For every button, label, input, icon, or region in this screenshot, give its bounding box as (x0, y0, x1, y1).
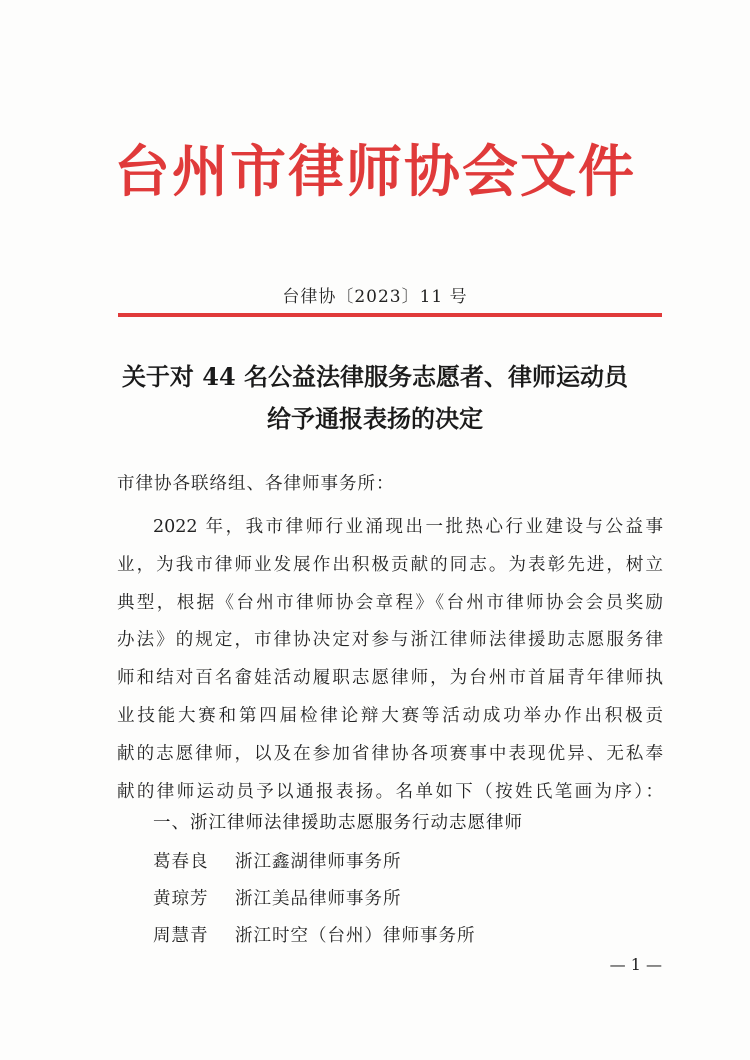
list-item (153, 844, 476, 881)
body-line: 献的律师运动员予以通报表扬。名单如下（按姓氏笔画为序）： (117, 781, 663, 802)
body-line: 典型，根据《台州市律师协会章程》《台州市律师协会会员奖励 (117, 592, 663, 613)
law-firm: 浙江美品律师事务所 (235, 889, 402, 909)
header-red-rule (118, 313, 662, 317)
page-number: — 1 — (609, 955, 662, 974)
roster-list (153, 844, 476, 955)
document-title (60, 356, 690, 440)
lawyer-name: 葛春良 (153, 852, 209, 872)
body-line: 2022 年，我市律师行业涌现出一批热心行业建设与公益事 (153, 517, 663, 537)
document-title-line-2: 给予通报表扬的决定 (267, 404, 483, 433)
list-item (153, 881, 476, 918)
law-firm: 浙江鑫湖律师事务所 (235, 852, 402, 872)
lawyer-name: 周慧青 (153, 926, 209, 946)
document-title-line-1: 关于对 44 名公益法律服务志愿者、律师运动员 (121, 362, 629, 391)
body-line: 业技能大赛和第四届检律论辩大赛等活动成功举办作出积极贡 (117, 705, 663, 726)
issuer-header-title: 台州市律师协会文件 (114, 140, 636, 205)
law-firm: 浙江时空（台州）律师事务所 (235, 926, 476, 946)
lawyer-name: 黄琼芳 (153, 889, 209, 909)
section-heading: 一、浙江律师法律援助志愿服务行动志愿律师 (153, 813, 523, 833)
body-line: 师和结对百名畲娃活动履职志愿律师，为台州市首届青年律师执 (117, 668, 663, 689)
body-line: 业，为我市律师业发展作出积极贡献的同志。为表彰先进，树立 (117, 554, 663, 575)
addressee: 市律协各联络组、各律师事务所： (117, 474, 395, 494)
list-item (153, 918, 476, 955)
body-paragraph (117, 509, 663, 811)
document-number: 台律协〔2023〕11 号 (282, 287, 468, 307)
body-line: 献的志愿律师，以及在参加省律协各项赛事中表现优异、无私奉 (117, 743, 663, 764)
body-line: 办法》的规定，市律协决定对参与浙江律师法律援助志愿服务律 (117, 630, 663, 651)
